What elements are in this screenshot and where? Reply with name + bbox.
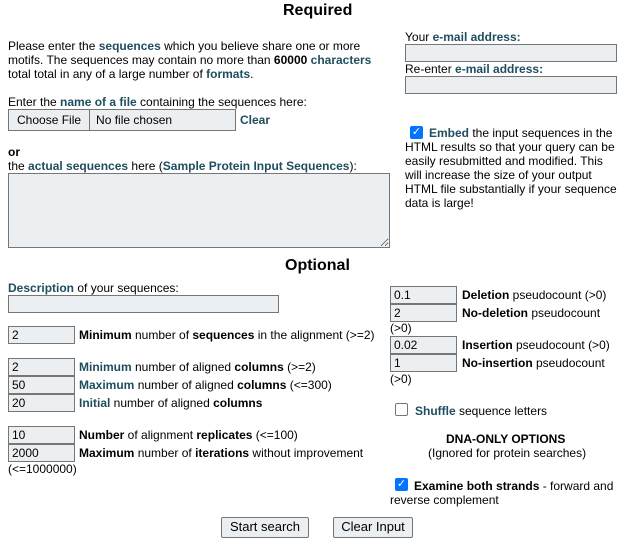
embed-checkbox[interactable]: ✓ <box>411 126 422 138</box>
shuffle-label: Shuffle sequence letters <box>415 404 548 418</box>
replicates-field[interactable]: 10 <box>8 426 75 444</box>
initial-columns-label: Initial number of aligned columns <box>79 396 263 410</box>
max-columns-label: Maximum number of aligned columns (<=300) <box>79 378 332 392</box>
initial-columns-field[interactable]: 20 <box>8 394 75 412</box>
email-field[interactable] <box>405 44 617 62</box>
insertion-label: Insertion pseudocount (>0) <box>462 338 610 352</box>
file-label: Enter the name of a file containing the sequences here: <box>8 95 307 109</box>
min-columns-field[interactable]: 2 <box>8 358 75 376</box>
iterations-limit: (<=1000000) <box>8 462 77 476</box>
no-insertion-label: No-insertion pseudocount <box>462 356 605 370</box>
deletion-field[interactable]: 0.1 <box>390 286 457 304</box>
no-deletion-limit: (>0) <box>390 321 412 335</box>
min-columns-label: Minimum number of aligned columns (>=2) <box>79 360 316 374</box>
reenter-email-field[interactable] <box>405 76 617 94</box>
iterations-field[interactable]: 2000 <box>8 444 75 462</box>
shuffle-checkbox[interactable] <box>395 403 408 416</box>
no-file-text: No file chosen <box>96 113 173 127</box>
replicates-label: Number of alignment replicates (<=100) <box>79 428 298 442</box>
max-columns-field[interactable]: 50 <box>8 376 75 394</box>
min-sequences-field[interactable]: 2 <box>8 326 75 344</box>
no-deletion-field[interactable]: 2 <box>390 304 457 322</box>
iterations-label: Maximum number of iterations without improvement <box>79 446 364 460</box>
description-label: Description of your sequences: <box>8 281 179 295</box>
both-strands-label: Examine both strands - forward and reverse complement <box>390 479 614 507</box>
or-text: or <box>8 145 20 159</box>
required-heading: Required <box>283 2 353 19</box>
no-insertion-limit: (>0) <box>390 372 412 386</box>
email-label: Your e-mail address: <box>405 30 521 44</box>
embed-description: Embed the input sequences in the HTML results so that your query can be easily resubmitted and modified. This will increase the size of your output HTML file substantially if your sequence data is large! <box>405 126 617 210</box>
no-insertion-field[interactable]: 1 <box>390 354 457 372</box>
optional-heading: Optional <box>285 257 350 274</box>
sequence-textarea[interactable] <box>8 173 390 248</box>
clear-input-button[interactable]: Clear Input <box>333 517 413 538</box>
description-field[interactable] <box>8 295 279 313</box>
file-chooser[interactable] <box>8 109 236 131</box>
no-deletion-label: No-deletion pseudocount <box>462 306 601 320</box>
start-search-button[interactable]: Start search <box>221 517 309 538</box>
choose-file-button[interactable]: Choose File <box>9 110 90 130</box>
reenter-email-label: Re-enter e-mail address: <box>405 62 544 76</box>
insertion-field[interactable]: 0.02 <box>390 336 457 354</box>
dna-options-heading: DNA-ONLY OPTIONS <box>446 432 566 446</box>
min-sequences-label: Minimum number of sequences in the alignment (>=2) <box>79 328 375 342</box>
deletion-label: Deletion pseudocount (>0) <box>462 288 607 302</box>
dna-options-note: (Ignored for protein searches) <box>428 446 587 460</box>
sequences-intro: Please enter the sequences which you believe share one or more motifs. The sequences may contain no more than 60000 characters total total in any of a large number of formats. <box>8 39 372 81</box>
both-strands-checkbox[interactable]: ✓ <box>396 478 407 490</box>
clear-link[interactable]: Clear <box>240 113 271 127</box>
sequence-label: the actual sequences here (Sample Protein Input Sequences): <box>8 159 357 173</box>
